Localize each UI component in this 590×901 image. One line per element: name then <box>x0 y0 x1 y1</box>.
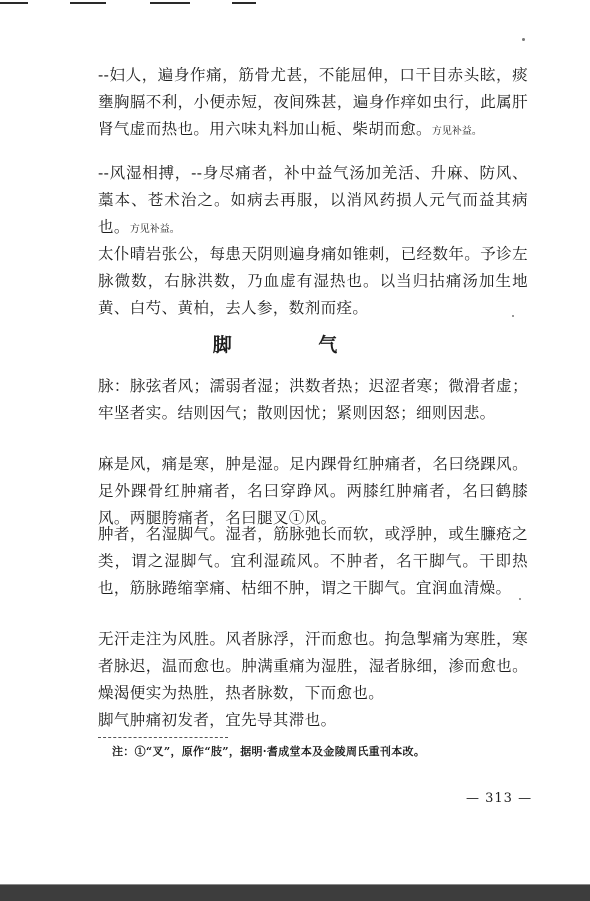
section-title: 脚 气 <box>212 334 378 356</box>
section-paragraph: 脚气肿痛初发者，宜先导其滞也。 <box>98 711 337 729</box>
section-paragraph: 肿者，名湿脚气。湿者，筋脉弛长而软，或浮肿，或生臁疮之类，谓之湿脚气。宜利湿疏风。不肿者，名干脚气。干即热也，筋脉踡缩挛痛、枯细不肿，谓之干脚气。宜润血清燥。 <box>98 525 528 597</box>
section-paragraph: 脉：脉弦者风；濡弱者湿；洪数者热；迟涩者寒；微滑者虚；牢坚者实。结则因气；散则因忧；紧则因怒；细则因悲。 <box>98 377 528 422</box>
scan-edge-mark <box>70 2 106 4</box>
page-number: — 313 — <box>466 791 533 806</box>
footnote: 注：①“叉”，原作“肢”，据明·耆成堂本及金陵周氏重刊本改。 <box>112 745 426 758</box>
section-paragraph: 麻是风，痛是寒，肿是湿。足内踝骨红肿痛者，名曰绕踝风。足外踝骨红肿痛者，名曰穿踭风。两膝红肿痛者，名曰鹤膝风。两腿胯痛者，名曰腿叉①风。 <box>98 455 528 527</box>
scan-speck <box>519 598 521 600</box>
scan-speck <box>512 315 514 317</box>
scan-edge-mark <box>150 2 190 4</box>
footnote-rule <box>98 737 228 738</box>
section-paragraph: 无汗走注为风胜。风者脉浮，汗而愈也。拘急掣痛为寒胜，寒者脉迟，温而愈也。肿满重痛为湿胜，湿者脉细，渗而愈也。燥渴便实为热胜，热者脉数，下而愈也。 <box>98 630 528 702</box>
scan-edge-mark <box>232 2 256 4</box>
source-note: 方见补益。 <box>129 224 180 235</box>
viewer-bottom-bar <box>0 884 590 901</box>
case-paragraph-text: --风湿相搏，--身尽痛者，补中益气汤加羌活、升麻、防风、藁本、苍术治之。如病去再服，以消风药损人元气而益其病也。 <box>98 164 528 236</box>
scan-edge-mark <box>0 2 28 4</box>
case-paragraph-text: --妇人，遍身作痛，筋骨尤甚，不能屈伸，口干目赤头眩，痰壅胸膈不利，小便赤短，夜间殊甚，遍身作痒如虫行，此属肝肾气虚而热也。用六味丸料加山栀、柴胡而愈。 <box>98 66 528 138</box>
scan-speck <box>522 38 525 41</box>
case-paragraph <box>98 241 528 322</box>
source-note: 方见补益。 <box>431 126 482 137</box>
case-paragraph-text: 太仆晴岩张公，每患天阴则遍身痛如锥刺，已经数年。予诊左脉微数，右脉洪数，乃血虚有湿热也。以当归拈痛汤加生地黄、白芍、黄柏，去人参，数剂而痊。 <box>98 245 528 317</box>
case-paragraph <box>98 160 528 243</box>
case-paragraph <box>98 62 528 145</box>
